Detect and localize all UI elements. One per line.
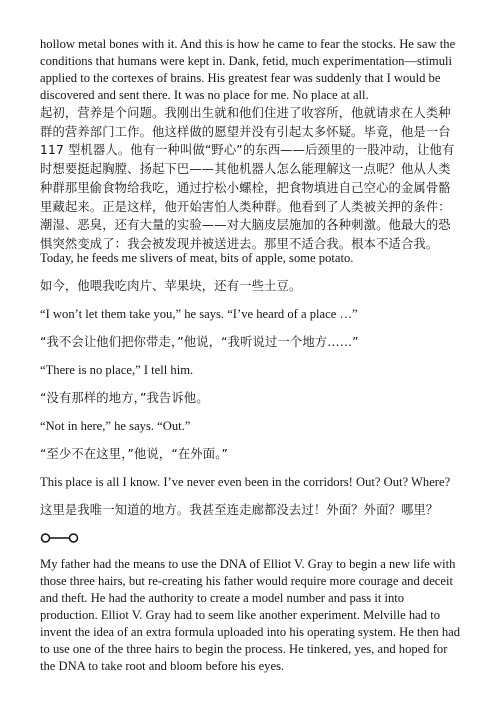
paragraph-english-take-you: “I won’t let them take you,” he says. “I’ve heard of a place …”: [40, 307, 358, 321]
paragraph-chinese-all-i-know: 这里是我唯一知道的地方。我甚至连走廊都没去过！外面？外面？哪里？: [40, 503, 439, 517]
paragraph-chinese-nutrition: 起初，营养是个问题。我刚出生就和他们住进了收容所，他就请求在人类种群的营养部门工作。他这样做的愿望并没有引起太多怀疑。毕竟，他是一台 117 型机器人。他有一种叫做“野心”的东西——后颈里的一股冲动，让他有时想要挺起胸膛、扬起下巴——其他机器人怎么能理解这一点呢？他从人类种群那里偷食物给我吃，通过拧松小螺栓，把食物填进自己空心的金属骨骼里藏起来。正是这样，他开始害怕人类种群。他看到了人类被关押的条件：潮湿、恶臭，还有大量的实验——对大脑皮层施加的各种刺激。他最大的恐惧突然变成了：我会被发现并被送进去。那里不适合我。根本不适合我。: [40, 106, 455, 251]
paragraph-english-father-dna: My father had the means to use the DNA of Elliot V. Gray to begin a new life with those three hairs, but re-creating his father would require more courage and deceit and theft. He had the authority to create a model number and pass it into production. Elliot V. Gray had to seem like another experiment. Melville had to invent the idea of an extra formula uploaded into his operating system. He then had to use one of the three hairs to begin the process. He tinkered, yes, and hoped for the DNA to take root and bloom before his eyes.: [40, 557, 461, 673]
paragraph-chinese-take-you: “我不会让他们把你带走，”他说，“我听说过一个地方……”: [40, 335, 359, 349]
paragraph-english-no-place: “There is no place,” I tell him.: [40, 363, 194, 377]
paragraph-chinese-out: “至少不在这里，”他说，“在外面。”: [40, 447, 229, 461]
section-break-ornament: [40, 532, 80, 544]
paragraph-chinese-no-place: “没有那样的地方，”我告诉他。: [40, 391, 209, 405]
paragraph-english-all-i-know: This place is all I know. I’ve never even been in the corridors! Out? Out? Where?: [40, 475, 451, 489]
paragraph-english-feeds: Today, he feeds me slivers of meat, bits of apple, some potato.: [40, 251, 354, 265]
paragraph-english-out: “Not in here,” he says. “Out.”: [40, 419, 191, 433]
paragraph-english-bones: hollow metal bones with it. And this is how he came to fear the stocks. He saw the conditions that humans were kept in. Dank, fetid, much experimentation—stimuli applied to the cortexes of brains. His greatest fear was suddenly that I would be discovered and sent there. It was no place for me. No place at all.: [40, 37, 456, 102]
paragraph-chinese-feeds: 如今，他喂我吃肉片、苹果块，还有一些土豆。: [40, 279, 302, 293]
